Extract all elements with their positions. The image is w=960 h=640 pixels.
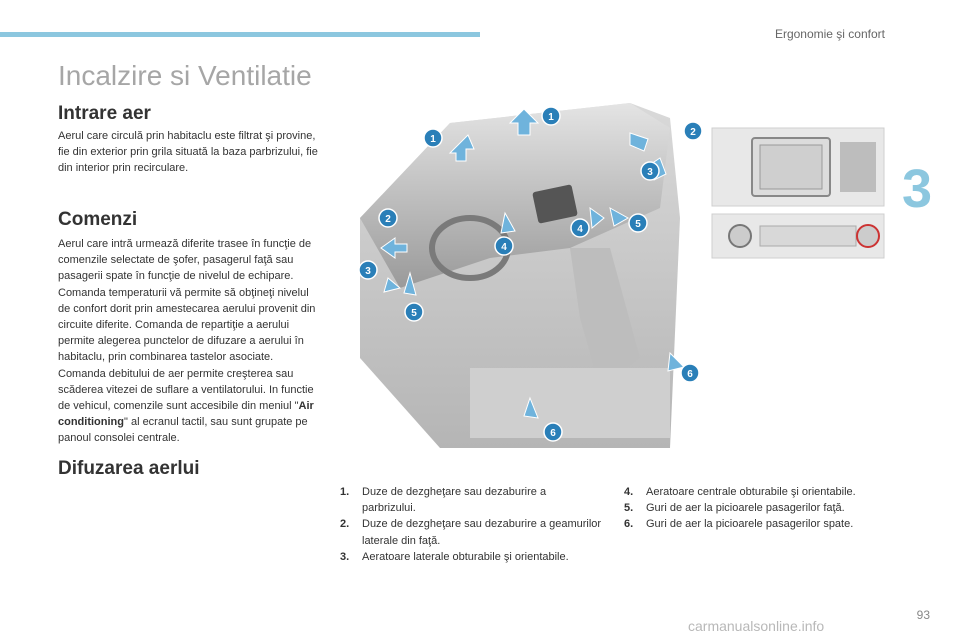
top-accent-bar — [0, 32, 480, 37]
badge-label: 1 — [548, 112, 554, 123]
badge-label: 4 — [501, 242, 507, 253]
badge-label: 2 — [385, 214, 391, 225]
diffusion-list-left — [340, 484, 602, 565]
badge-label: 6 — [687, 369, 693, 380]
badge-label: 2 — [690, 127, 696, 138]
controls-text-after: " al ecranul tactil, sau sunt grupate pe panoul consolei centrale. — [58, 416, 308, 445]
list-item: 2. Duze de dezgheţare sau dezaburire a geamurilor laterale din faţă. — [340, 518, 602, 547]
intake-heading: Intrare aer — [58, 103, 151, 124]
badge-label: 5 — [635, 219, 641, 230]
badge-label: 4 — [577, 224, 583, 235]
page-title: Incalzire si Ventilatie — [58, 60, 312, 91]
list-item: 4. Aeratoare centrale obturabile şi orientabile. — [624, 486, 856, 498]
badge-label: 3 — [365, 266, 371, 277]
controls-heading: Comenzi — [58, 209, 138, 230]
list-item: 6. Guri de aer la picioarele pasagerilor spate. — [624, 518, 854, 531]
badge-label: 5 — [411, 308, 417, 319]
intake-text: Aerul care circulă prin habitaclu este filtrat şi provine, fie din exterior prin grila situată la baza parbrizului, fie din interior prin recirculare. — [58, 130, 318, 175]
diffusion-heading: Difuzarea aerlui — [58, 458, 200, 479]
chapter-number: 3 — [902, 159, 933, 219]
watermark: carmanualsonline.info — [688, 618, 825, 634]
car-interior-illustration — [340, 98, 885, 448]
air-conditioning-menu: Air conditioning — [58, 400, 314, 429]
rear-floor — [470, 368, 670, 438]
list-item: 5. Guri de aer la picioarele pasagerilor faţă. — [624, 502, 845, 515]
list-item: 1. Duze de dezgheţare sau dezaburire a parbrizului. — [340, 486, 547, 515]
badge-label: 3 — [647, 167, 653, 178]
section-header: Ergonomie şi confort — [774, 27, 885, 41]
list-item: 3. Aeratoare laterale obturabile şi orientabile. — [340, 550, 569, 563]
badge-label: 6 — [550, 428, 556, 439]
screen-inset — [712, 128, 884, 206]
page-number: 93 — [916, 608, 930, 622]
controls-text — [58, 236, 320, 447]
controls-inset — [712, 214, 884, 258]
controls-text-before: Aerul care intră urmează diferite trasee în funcţie de comenzile selectate de şofer, pasagerul faţă sau pasagerii spate în funcţie de nivelul de echipare. Comanda temperaturii vă permite să obţineţi nivelul de confort dorit prin amestecarea aerului provenit din circuite diferite. Comanda de repartiţie a aerului permite alegerea punctelor de difuzare a aerului în habitaclu, prin combinarea tastelor asociate. Comanda debitului de aer permite creşterea sau scăderea vitezei de suflare a ventilatorului. In functie de vehicul, comenzile sunt accesibile din meniul " — [58, 238, 316, 413]
diffusion-list-right — [624, 484, 894, 533]
badge-label: 1 — [430, 134, 436, 145]
